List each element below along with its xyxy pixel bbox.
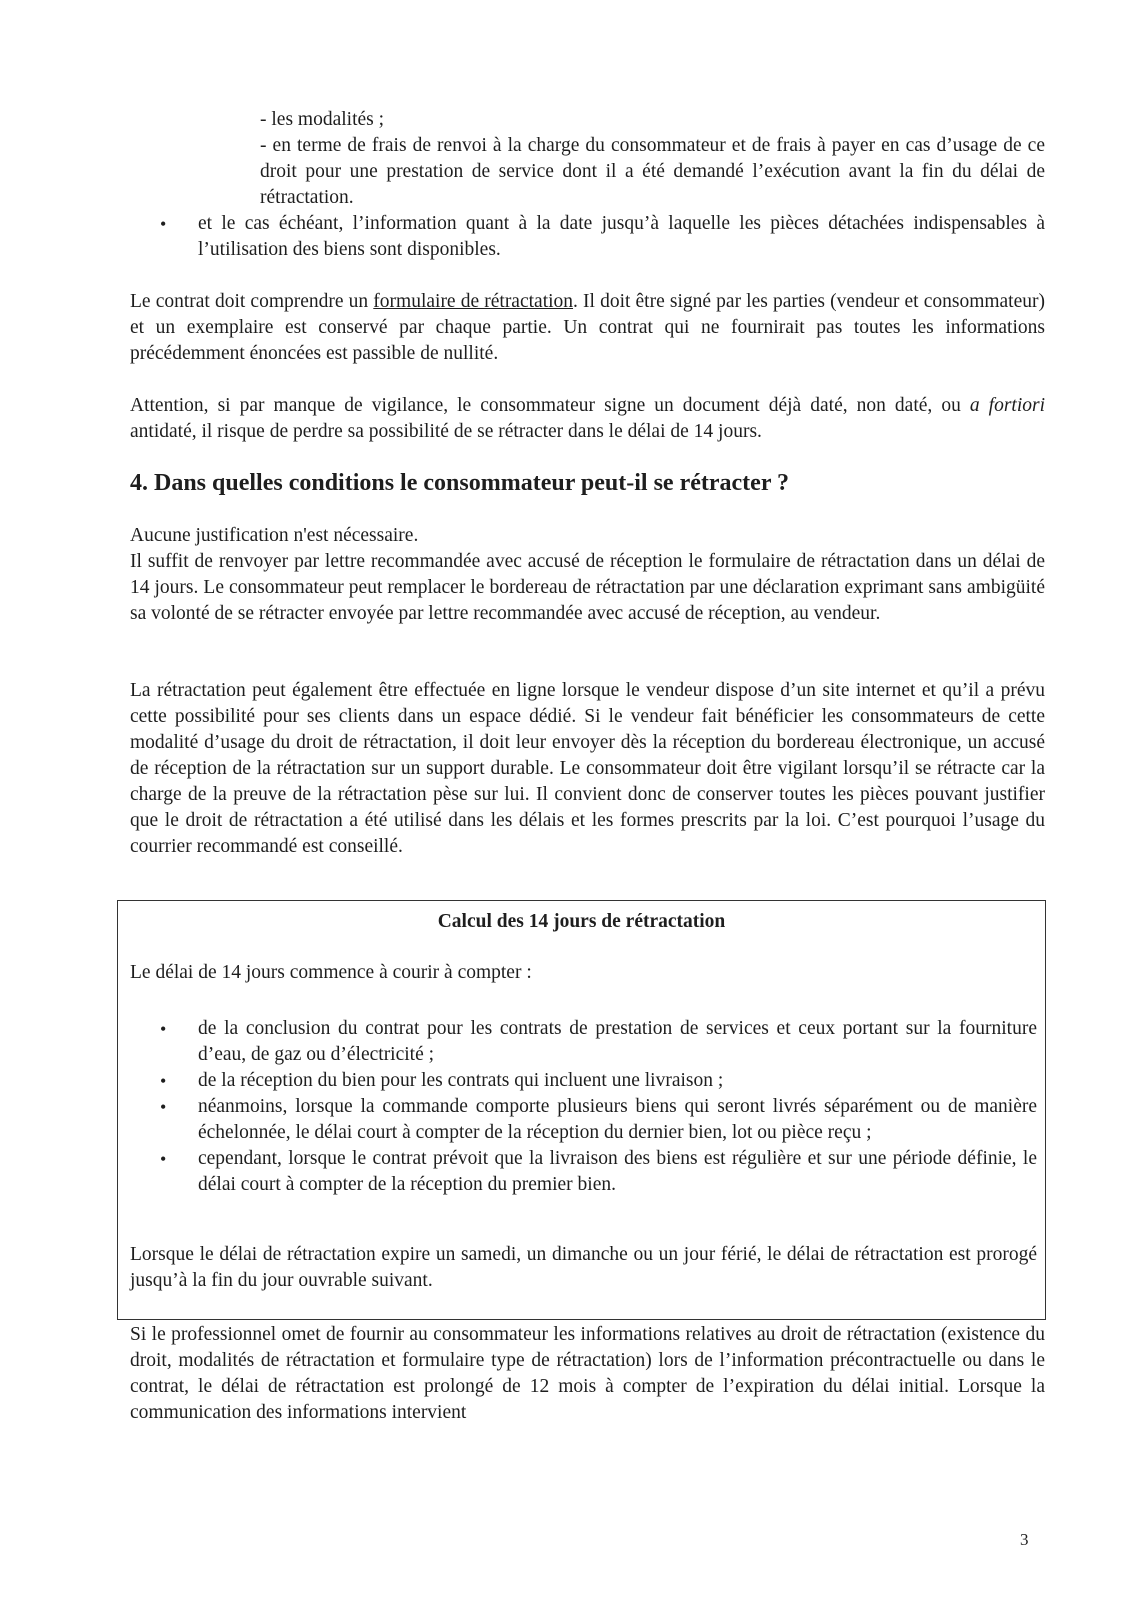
attention-text-after: antidaté, il risque de perdre sa possibilité de se rétracter dans le délai de 14 jours.	[130, 421, 762, 442]
send-paragraph: Il suffit de renvoyer par lettre recommandée avec accusé de réception le formulaire de rétractation dans un délai de 14 jours. Le consommateur peut remplacer le bordereau de rétractation par une déclaration exprimant sans ambigüité sa volonté de se rétracter envoyée par lettre recommandée avec accusé de réception, au vendeur.	[130, 551, 1045, 624]
bullet-text: de la conclusion du contrat pour les contrats de prestation de services et ceux portant sur la fourniture d’eau, de gaz ou d’électricité ;	[198, 1018, 1037, 1065]
indented-subitems	[260, 107, 1045, 211]
final-paragraph: Si le professionnel omet de fournir au consommateur les informations relatives au droit de rétractation (existence du droit, modalités de rétractation et formulaire type de rétractation) lors de l’information précontractuelle ou dans le contrat, le délai de rétractation est prolongé de 12 mois à compter de l’expiration du délai initial. Lorsque la communication des informations intervient	[130, 1324, 1045, 1423]
contract-paragraph	[130, 289, 1045, 367]
bullet-text: de la réception du bien pour les contrats qui incluent une livraison ;	[198, 1070, 724, 1091]
bullet-icon: •	[160, 1071, 167, 1091]
bullet-text: cependant, lorsque le contrat prévoit que la livraison des biens est régulière et sur une période définie, le délai court à compter de la réception du premier bien.	[198, 1148, 1037, 1195]
list-item	[130, 1146, 1037, 1198]
contract-text-before: Le contrat doit comprendre un	[130, 291, 374, 312]
list-item	[130, 1068, 1037, 1094]
subitem-modalites: - les modalités ;	[260, 109, 385, 130]
bullet-icon: •	[160, 214, 167, 234]
calculation-box	[117, 900, 1046, 1320]
list-item	[130, 1016, 1037, 1068]
attention-paragraph	[130, 393, 1045, 445]
contract-text-after: . Il doit être signé par les parties (vendeur et consommateur) et un exemplaire est conservé par chaque partie. Un contrat qui ne fournirait pas toutes les informations précédemment énoncées est passible de nullité.	[130, 291, 1045, 364]
subitem-frais: - en terme de frais de renvoi à la charge du consommateur et de frais à payer en cas d’usage de ce droit pour une prestation de service dont il a été demandé l’exécution avant la fin du délai de rétractation.	[260, 135, 1045, 208]
formulaire-link: formulaire de rétractation	[373, 291, 574, 312]
list-item	[130, 211, 1045, 263]
bullet-icon: •	[160, 1097, 167, 1117]
no-justification-line: Aucune justification n'est nécessaire.	[130, 525, 419, 546]
bullet-text: et le cas échéant, l’information quant à la date jusqu’à laquelle les pièces détachées indispensables à l’utilisation des biens sont disponibles.	[198, 213, 1045, 260]
attention-italic: a fortiori	[969, 395, 1045, 416]
attention-text-before: Attention, si par manque de vigilance, le consommateur signe un document déjà daté, non daté, ou	[130, 395, 970, 416]
list-item	[130, 1094, 1037, 1146]
bullet-icon: •	[160, 1019, 167, 1039]
box-bullet-list	[130, 1016, 1037, 1198]
bullet-icon: •	[160, 1149, 167, 1169]
box-intro: Le délai de 14 jours commence à courir à compter :	[130, 962, 532, 983]
page-number: 3	[1020, 1530, 1029, 1549]
box-outro: Lorsque le délai de rétractation expire un samedi, un dimanche ou un jour férié, le délai de rétractation est prorogé jusqu’à la fin du jour ouvrable suivant.	[130, 1244, 1037, 1291]
bullet-list-pieces	[130, 211, 1045, 263]
online-paragraph: La rétractation peut également être effectuée en ligne lorsque le vendeur dispose d’un site internet et qu’il a prévu cette possibilité pour ses clients dans un espace dédié. Si le vendeur fait bénéficier les consommateurs de cette modalité d’usage du droit de rétractation, il doit leur envoyer dès la réception du bordereau électronique, un accusé de réception de la rétractation sur un support durable. Le consommateur doit être vigilant lorsqu’il se rétracte car la charge de la preuve de la rétractation pèse sur lui. Il convient donc de conserver toutes les pièces pouvant justifier que le droit de rétractation a été utilisé dans les délais et les formes prescrits par la loi. C’est pourquoi l’usage du courrier recommandé est conseillé.	[130, 680, 1045, 857]
bullet-text: néanmoins, lorsque la commande comporte plusieurs biens qui seront livrés séparément ou de manière échelonnée, le délai court à compter de la réception du dernier bien, lot ou pièce reçu ;	[198, 1096, 1037, 1143]
section-heading: 4. Dans quelles conditions le consommateur peut-il se rétracter ?	[130, 470, 790, 496]
box-title: Calcul des 14 jours de rétractation	[437, 911, 726, 932]
